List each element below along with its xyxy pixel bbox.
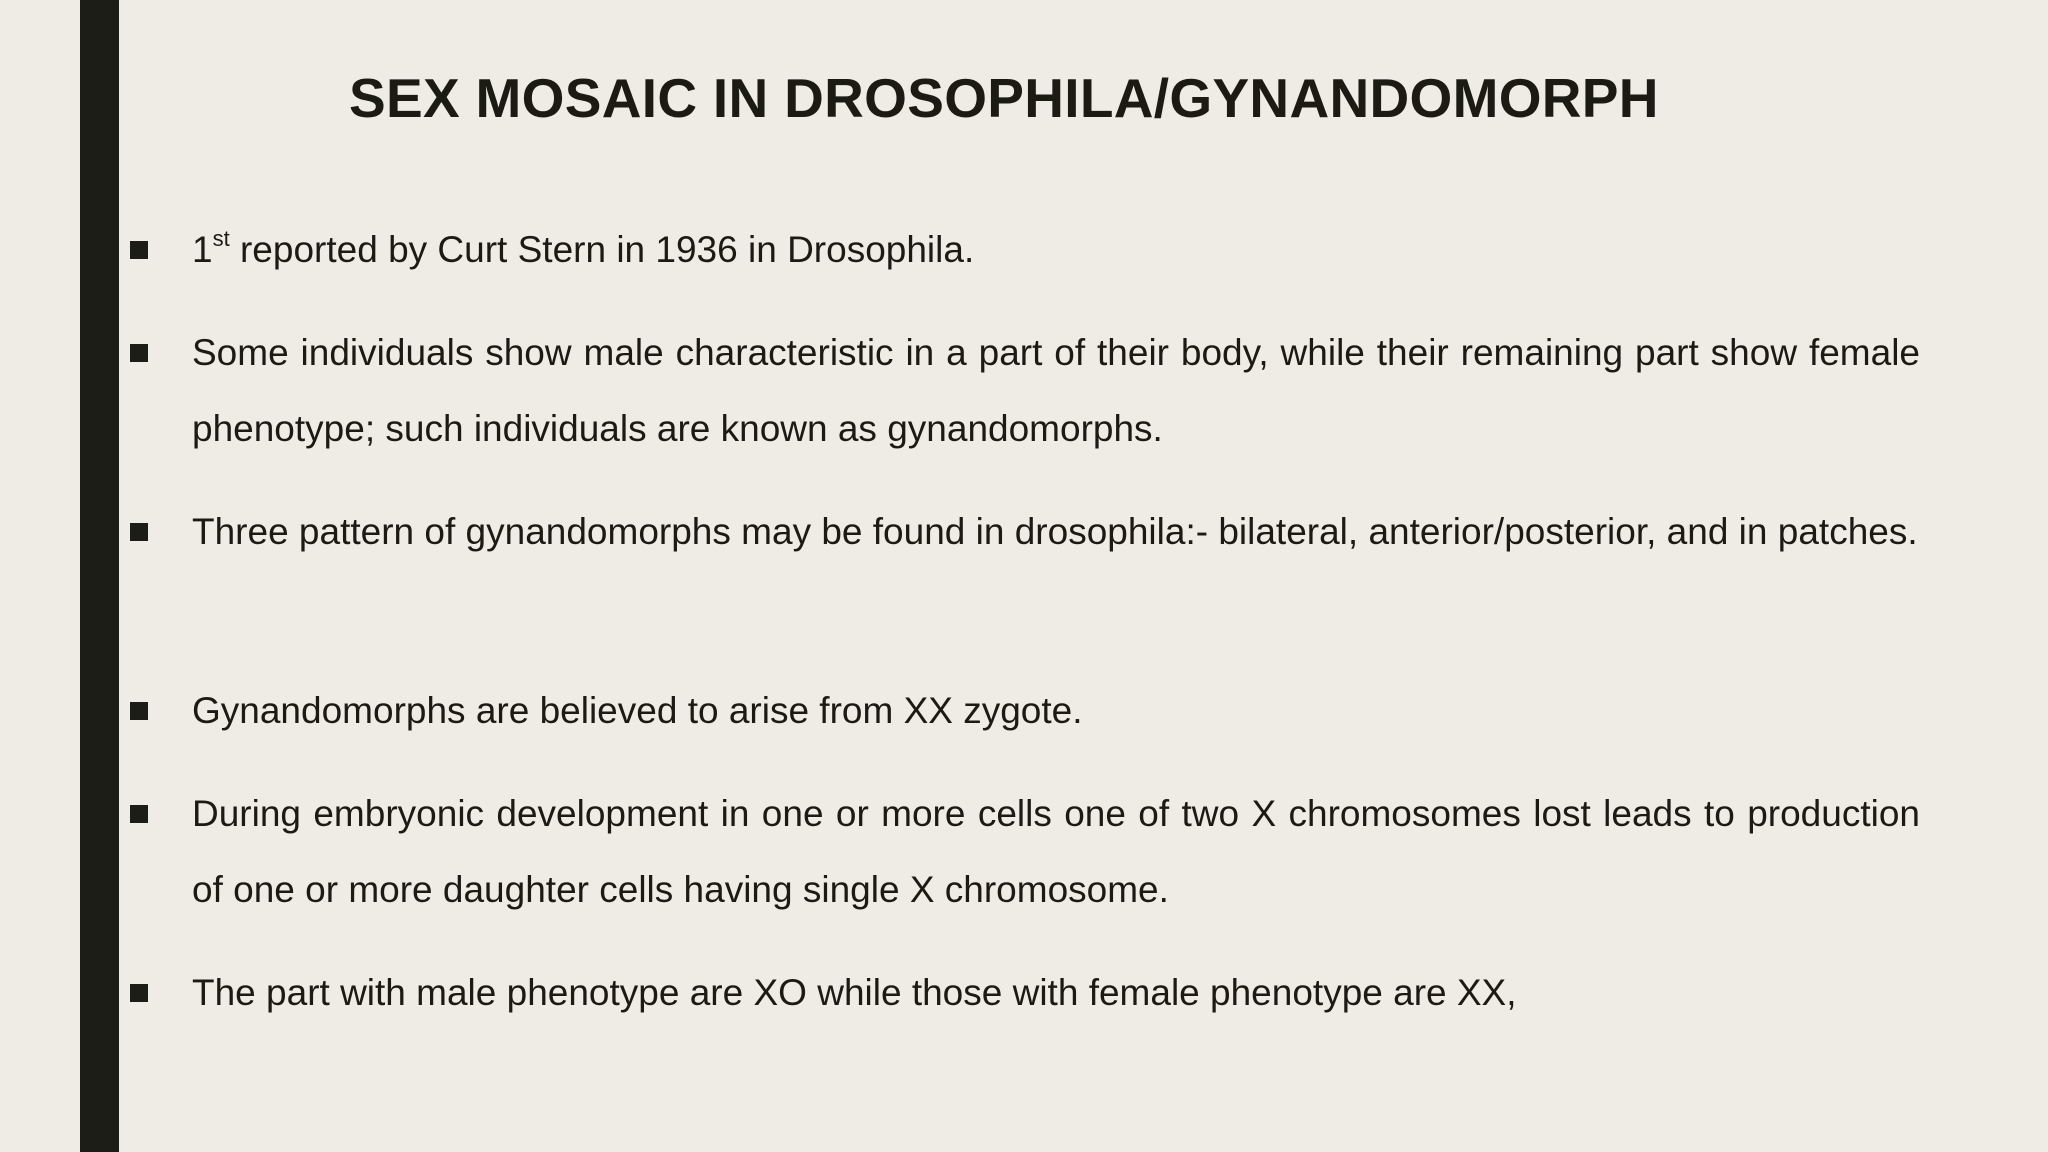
slide-title: SEX MOSAIC IN DROSOPHILA/GYNANDOMORPH xyxy=(349,67,1659,129)
square-bullet-icon xyxy=(130,805,148,823)
square-bullet-icon xyxy=(130,344,148,362)
square-bullet-icon xyxy=(130,241,148,259)
bullet-text: The part with male phenotype are XO while those with female phenotype are XX, xyxy=(192,972,1517,1013)
square-bullet-icon xyxy=(130,984,148,1002)
bullet-text: During embryonic development in one or more cells one of two X chromosomes lost leads to production of one or more daughter cells having single X chromosome. xyxy=(192,793,1920,910)
square-bullet-icon xyxy=(130,523,148,541)
bullet-text-rest: reported by Curt Stern in 1936 in Drosophila. xyxy=(229,229,975,270)
bullet-text: Three pattern of gynandomorphs may be found in drosophila:- bilateral, anterior/posterior, and in patches. xyxy=(192,511,1918,552)
ordinal-number: 1 xyxy=(192,229,213,270)
bullet-text: Gynandomorphs are believed to arise from XX zygote. xyxy=(192,690,1083,731)
square-bullet-icon xyxy=(130,702,148,720)
ordinal-superscript: st xyxy=(212,226,230,251)
bullet-text xyxy=(192,212,1920,288)
bullet-text: Some individuals show male characteristic in a part of their body, while their remaining part show female phenotype; such individuals are known as gynandomorphs. xyxy=(192,332,1920,449)
